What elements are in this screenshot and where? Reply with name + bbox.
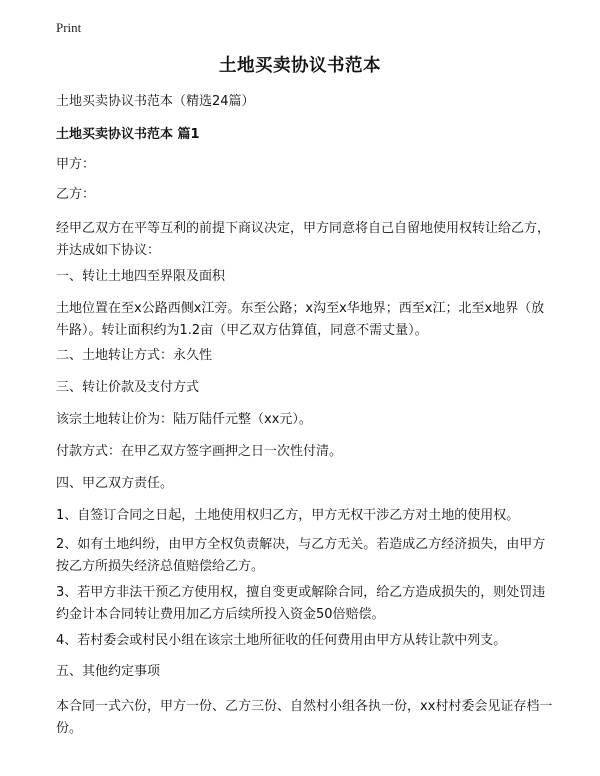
document-subtitle: 土地买卖协议书范本（精选24篇） [56, 94, 255, 109]
clause-3-heading: 三、转让价款及支付方式 [56, 380, 200, 395]
clause-5-heading: 五、其他约定事项 [56, 664, 161, 679]
party-b-line: 乙方： [56, 187, 96, 202]
responsibility-item-4: 4、若村委会或村民小组在该宗土地所征收的任何费用由甲方从转让款中列支。 [56, 633, 507, 648]
clause-2-heading: 二、土地转让方式：永久性 [56, 348, 213, 363]
agreement-intro-paragraph: 经甲乙双方在平等互利的前提下商议决定，甲方同意将自己自留地使用权转让给乙方，并达成如下协议： [56, 221, 551, 258]
document-title: 土地买卖协议书范本 [219, 56, 381, 76]
land-location-paragraph: 土地位置在至x公路西侧x江旁。东至公路；x沟至x华地界；西至x江；北至x地界（放牛路）。转让面积约为1.2亩（甲乙双方估算值，同意不需丈量）。 [56, 301, 545, 338]
payment-method-paragraph: 付款方式：在甲乙双方签字画押之日一次性付清。 [56, 444, 343, 459]
clause-4-heading: 四、甲乙双方责任。 [56, 476, 174, 491]
print-link[interactable]: Print [56, 20, 82, 35]
copies-paragraph: 本合同一式六份，甲方一份、乙方三份、自然村小组各执一份，xx村村委会见证存档一份。 [56, 699, 553, 736]
responsibility-item-1: 1、自签订合同之日起，土地使用权归乙方，甲方无权干涉乙方对土地的使用权。 [56, 508, 520, 523]
responsibility-item-2: 2、如有土地纠纷，由甲方全权负责解决，与乙方无关。若造成乙方经济损失，由甲方按乙方所损失经济总值赔偿给乙方。 [56, 537, 546, 574]
clause-1-heading: 一、转让土地四至界限及面积 [56, 269, 226, 284]
price-paragraph: 该宗土地转让价为：陆万陆仟元整（xx元）。 [56, 412, 312, 427]
section-heading: 土地买卖协议书范本 篇1 [56, 127, 200, 142]
responsibility-item-3: 3、若甲方非法干预乙方使用权，擅自变更或解除合同，给乙方造成损失的，则处罚违约金计本合同转让费用加乙方后续所投入资金50倍赔偿。 [56, 585, 546, 622]
party-a-line: 甲方： [56, 157, 96, 172]
